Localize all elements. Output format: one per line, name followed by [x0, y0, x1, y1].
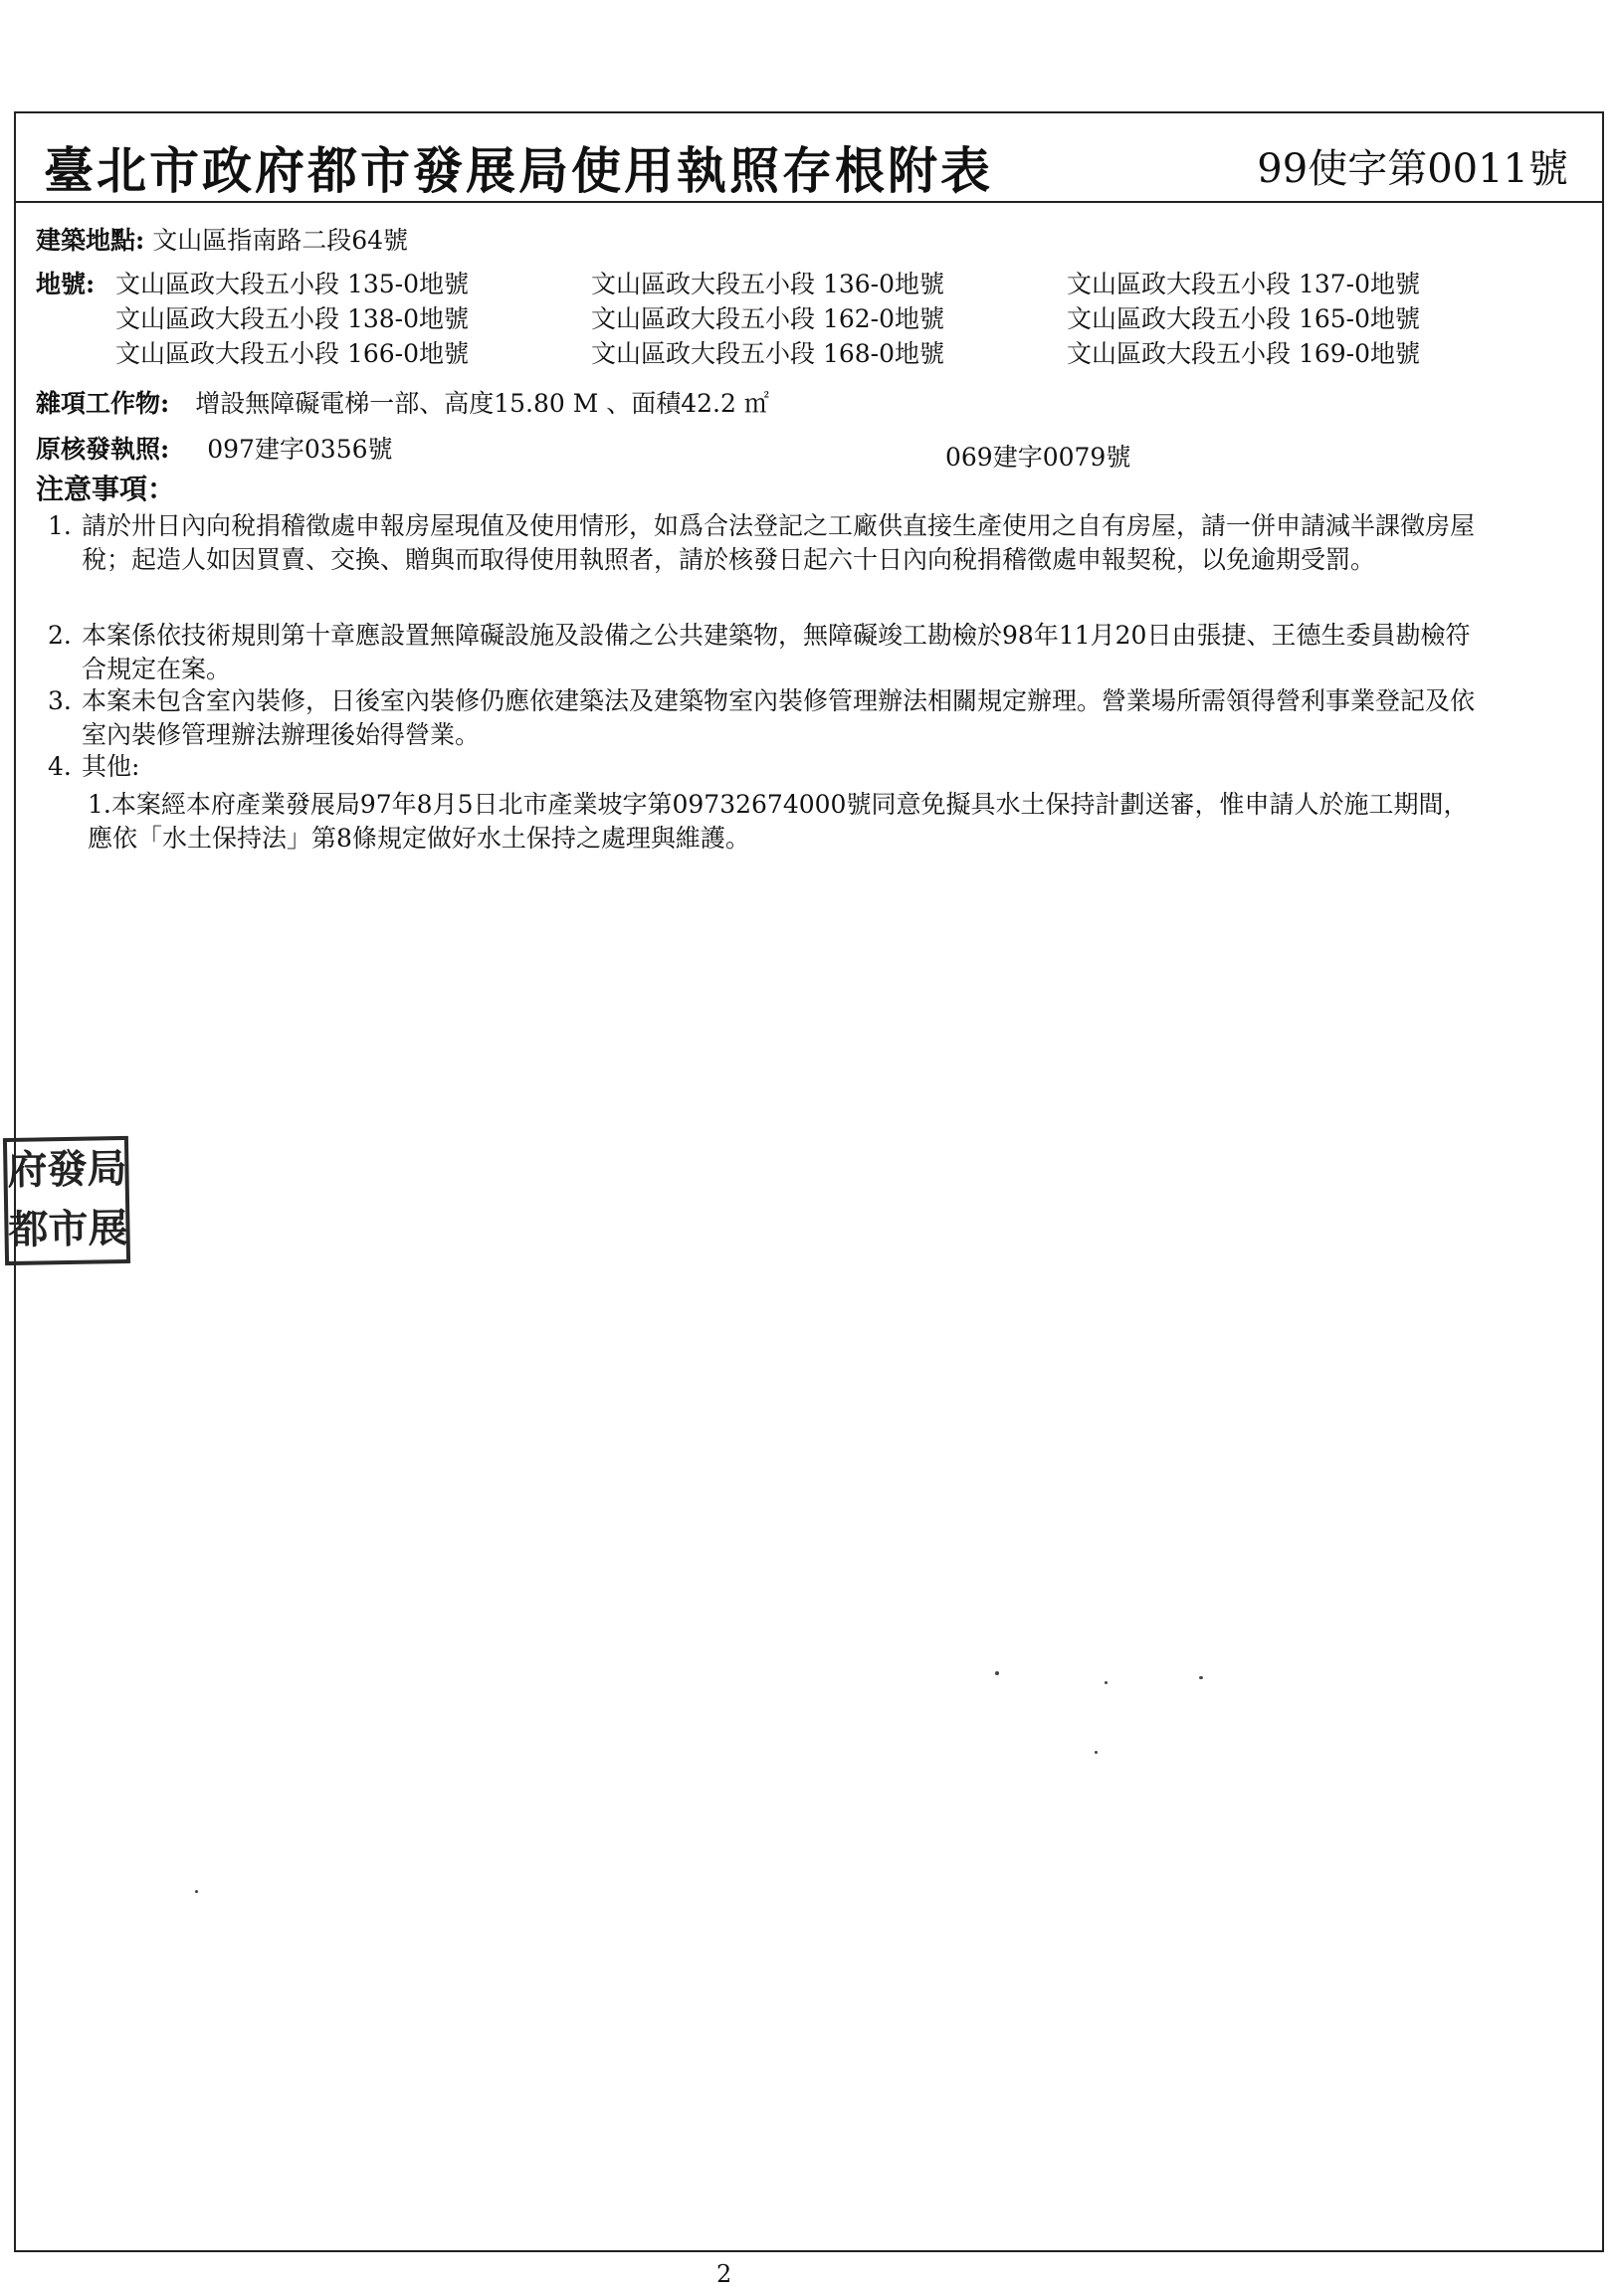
- original-permit-label: 原核發執照:: [36, 435, 170, 464]
- title-row: [14, 111, 1604, 203]
- note-number: 4.: [48, 752, 72, 781]
- scan-speck: [995, 1671, 999, 1675]
- lot-item: 文山區政大段五小段 135-0地號: [115, 270, 470, 298]
- building-site-row: [36, 221, 408, 257]
- note-item: [48, 619, 1485, 686]
- note-number: 3.: [48, 686, 72, 715]
- building-site-label: 建築地點:: [36, 226, 145, 255]
- scan-speck: [1199, 1676, 1203, 1679]
- lot-item: 文山區政大段五小段 168-0地號: [591, 339, 945, 368]
- note-other-detail: [88, 788, 1481, 856]
- document-title: 臺北市政府都市發展局使用執照存根附表: [44, 141, 993, 200]
- seal-char: 展: [88, 1204, 128, 1252]
- page-number: 2: [716, 2260, 732, 2288]
- scan-speck: [195, 1890, 198, 1893]
- seal-char: 發: [47, 1145, 88, 1194]
- note-text: 其他:: [82, 752, 140, 781]
- building-site-value: 文山區指南路二段64號: [152, 226, 408, 255]
- note-number: 1.: [48, 511, 72, 540]
- misc-works-label: 雜項工作物:: [36, 389, 170, 418]
- note-text: 本案係依技術規則第十章應設置無障礙設施及設備之公共建築物，無障礙竣工勘檢於98年11月20日由張捷、王德生委員勘檢符合規定在案。: [82, 621, 1471, 683]
- lot-item: 文山區政大段五小段 137-0地號: [1067, 270, 1421, 298]
- lot-item: 文山區政大段五小段 136-0地號: [591, 270, 945, 298]
- note-text: 本案未包含室內裝修，日後室內裝修仍應依建築法及建築物室內裝修管理辦法相關規定辦理。營業場所需領得營利事業登記及依室內裝修管理辦法辦理後始得營業。: [82, 686, 1476, 749]
- original-permit-row: [36, 430, 393, 466]
- seal-char: 都: [8, 1206, 49, 1254]
- official-seal-stamp: [3, 1136, 130, 1265]
- scan-speck: [1105, 1681, 1108, 1684]
- lot-item: 文山區政大段五小段 165-0地號: [1067, 304, 1421, 333]
- note-text: 請於卅日內向稅捐稽徵處申報房屋現值及使用情形，如爲合法登記之工廠供直接生產使用之自有房屋，請一併申請減半課徵房屋稅；起造人如因買賣、交換、贈與而取得使用執照者，請於核發日起六十日內向稅捐稽徵處申報契稅，以免逾期受罰。: [82, 511, 1476, 574]
- notes-heading: 注意事項：: [36, 473, 176, 505]
- misc-works-row: [36, 384, 769, 420]
- lot-item: 文山區政大段五小段 162-0地號: [591, 304, 945, 333]
- permit-number: 99使字第0011號: [1257, 146, 1568, 192]
- note-other-text: 1.本案經本府產業發展局97年8月5日北市產業坡字第09732674000號同意免擬具水土保持計劃送審，惟申請人於施工期間，應依「水土保持法」第8條規定做好水土保持之處理與維護。: [88, 790, 1469, 853]
- original-permit-value-1: 097建字0356號: [207, 435, 393, 464]
- seal-char: 府: [7, 1146, 48, 1195]
- lots-label: 地號:: [36, 270, 96, 298]
- note-item: [48, 509, 1485, 577]
- lot-item: 文山區政大段五小段 138-0地號: [115, 304, 470, 333]
- lot-item: 文山區政大段五小段 166-0地號: [115, 339, 470, 368]
- note-item: [48, 750, 1485, 784]
- misc-works-value: 增設無障礙電梯一部、高度15.80 M 、面積42.2 ㎡: [195, 389, 769, 418]
- note-number: 2.: [48, 621, 72, 650]
- original-permit-value-2: 069建字0079號: [945, 443, 1131, 472]
- seal-char: 市: [48, 1205, 89, 1253]
- note-item: [48, 684, 1485, 752]
- lot-item: 文山區政大段五小段 169-0地號: [1067, 339, 1421, 368]
- scan-speck: [1095, 1751, 1098, 1754]
- seal-char: 局: [87, 1144, 127, 1193]
